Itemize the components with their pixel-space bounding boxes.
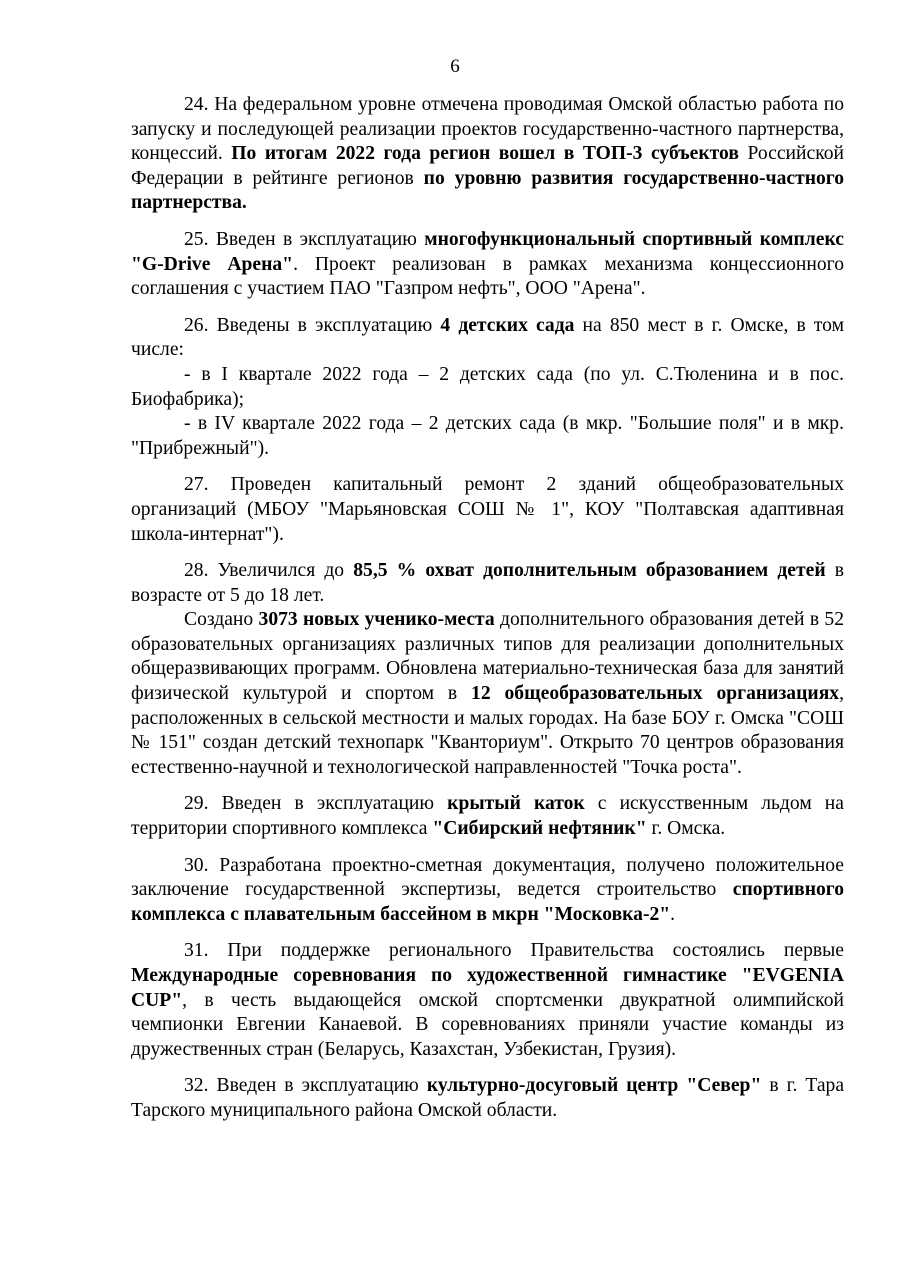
text-run: 29. Введен в эксплуатацию [184,793,448,815]
paragraph-line [131,473,844,547]
paragraph-line [131,854,844,928]
text-run: в г. Тара Тарского муниципального района Омской области. [131,1075,845,1121]
text-run: 25. Введен в эксплуатацию [184,228,425,250]
bold-text-run: 12 общеобразовательных организациях [471,683,840,705]
paragraph [131,854,844,928]
paragraph-line [131,228,844,302]
text-run: в возрасте от 5 до 18 лет. [131,560,844,606]
bold-text-run: По итогам 2022 года регион вошел в ТОП-3 субъектов [231,143,739,165]
text-run: - в I квартале 2022 года – 2 детских сада (по ул. С.Тюленина и в пос. Биофабрика); [131,363,844,410]
text-run: 24. На федеральном уровне отмечена проводимая Омской областью работа по запуску и последующей реализации проектов государственно-частного партнерства, концессий. [131,94,844,165]
bold-text-run: культурно-досуговый центр "Север" [426,1075,762,1097]
paragraph-line [131,608,844,780]
text-run: 31. При поддержке регионального Правительства состоялись первые [184,940,844,962]
text-run: , расположенных в сельской местности и малых городах. На базе БОУ г. Омска "СОШ № 151" создан детский технопарк "Кванториум". Открыто 70 центров образования естественно-научной и технологической направленностей "Точка роста". [131,683,844,778]
paragraph [131,559,844,780]
paragraph [131,314,844,462]
page-number: 6 [450,56,460,77]
paragraph-line [131,1074,844,1123]
paragraph-line [131,314,844,363]
text-run: 28. Увеличился до [184,560,354,582]
document-body [131,93,844,1136]
paragraph [131,228,844,302]
bold-text-run: 85,5 % охват дополнительным образованием детей [353,560,826,582]
paragraph-line [131,412,844,461]
text-run: с искусственным льдом на территории спортивного комплекса [131,793,844,840]
bold-text-run: 3073 новых ученико-места [258,609,495,631]
paragraph [131,939,844,1062]
bold-text-run: по уровню развития государственно-частного партнерства. [131,167,844,214]
bold-text-run: Международные соревнования по художественной гимнастике "EVGENIA CUP" [131,965,844,1011]
paragraph-line [131,939,844,1062]
text-run: . Проект реализован в рамках механизма концессионного соглашения с участием ПАО "Газпром нефть", ООО "Арена". [131,253,844,300]
paragraph [131,93,844,216]
paragraph [131,473,844,547]
text-run: на 850 мест в г. Омске, в том числе: [131,314,844,361]
text-run: , в честь выдающейся омской спортсменки двукратной олимпийской чемпионки Евгении Канаевой. В соревнованиях приняли участие команды из дружественных стран (Беларусь, Казахстан, Узбекистан, Грузия). [131,989,844,1060]
text-run: 30. Разработана проектно-сметная документация, получено положительное заключение государственной экспертизы, ведется строительство [131,854,844,901]
paragraph-line [131,363,844,412]
bold-text-run: спортивного комплекса с плавательным бассейном в мкрн "Московка-2" [131,879,844,925]
text-run: 26. Введены в эксплуатацию [184,314,441,336]
text-run: г. Омска. [646,818,726,840]
paragraph-line [131,792,844,841]
text-run: Российской Федерации в рейтинге регионов [131,143,845,189]
text-run: - в IV квартале 2022 года – 2 детских сада (в мкр. "Большие поля" и в мкр. "Прибрежный"). [131,413,844,459]
bold-text-run: "Сибирский нефтяник" [432,818,647,840]
text-run: 32. Введен в эксплуатацию [184,1075,427,1097]
paragraph [131,1074,844,1123]
paragraph-line [131,93,844,216]
bold-text-run: крытый каток [447,793,585,815]
paragraph [131,792,844,841]
bold-text-run: многофункциональный спортивный комплекс "G-Drive Арена" [131,228,844,275]
paragraph-line [131,559,844,608]
text-run: дополнительного образования детей в 52 образовательных организациях различных типов для реализации дополнительных общеразвивающих программ. Обновлена материально-техническая база для занятий физической культурой и спортом в [131,609,845,705]
text-run: 27. Проведен капитальный ремонт 2 зданий общеобразовательных организаций (МБОУ "Марьяновская СОШ № 1", КОУ "Полтавская адаптивная школа-интернат"). [131,474,844,545]
text-run: . [670,903,676,925]
bold-text-run: 4 детских сада [440,314,575,336]
text-run: Создано [184,609,259,631]
